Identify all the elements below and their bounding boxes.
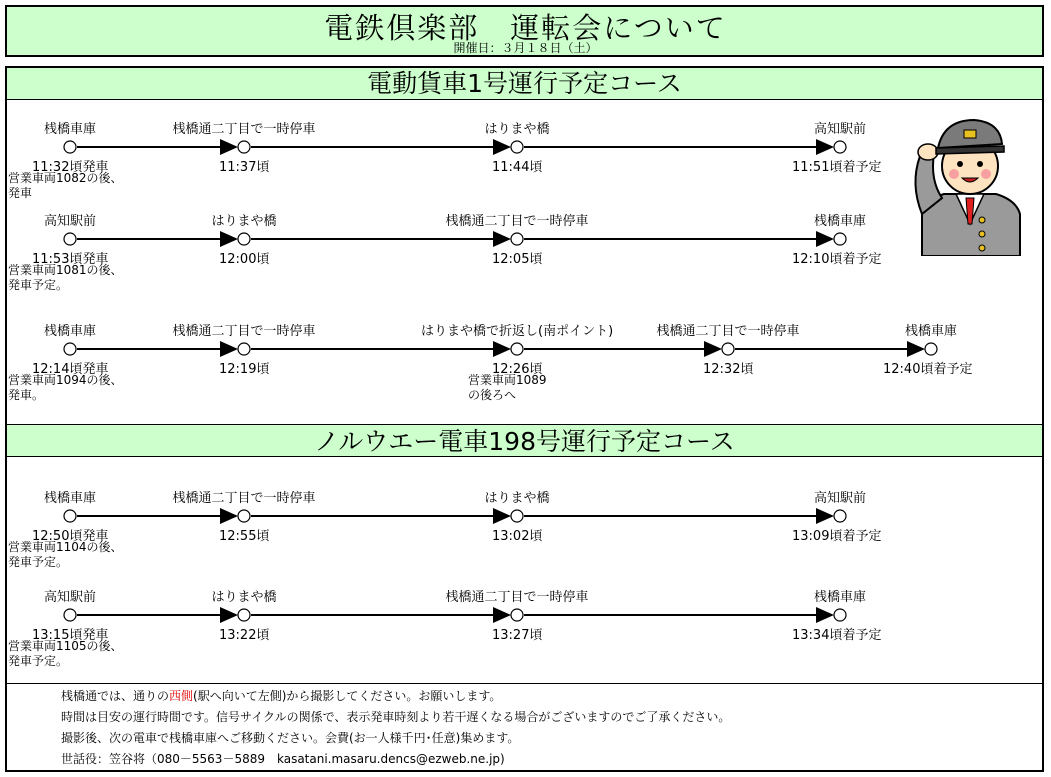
station-time: 12:00頃 xyxy=(219,252,270,267)
station-time: 12:55頃 xyxy=(219,529,270,544)
station-name: 桟橋車庫 xyxy=(905,324,958,339)
footer-line-1-post: (駅へ向いて左側)から撮影してください。お願いします。 xyxy=(193,689,502,703)
station-name: はりまや橋 xyxy=(211,590,277,605)
station-name: 桟橋車庫 xyxy=(814,214,867,229)
station-name: 桟橋車庫 xyxy=(44,122,97,137)
station-time: 13:09頃着予定 xyxy=(792,529,882,544)
station-marker xyxy=(238,343,250,355)
station-name: 桟橋通二丁目で一時停車 xyxy=(172,324,316,339)
station-note: 営業車両1104の後、 xyxy=(8,540,123,554)
station-name: 桟橋通二丁目で一時停車 xyxy=(172,122,316,137)
station-note: の後ろへ xyxy=(468,388,517,402)
station-name: 桟橋通二丁目で一時停車 xyxy=(172,491,316,506)
station-name: 桟橋通二丁目で一時停車 xyxy=(445,590,589,605)
station-marker xyxy=(511,510,523,522)
station-note: 営業車両1082の後、 xyxy=(8,171,123,185)
station-note: 発車予定。 xyxy=(8,555,69,569)
station-time: 11:44頃 xyxy=(492,160,543,175)
footer-line-3: 撮影後、次の電車で桟橋車庫へご移動ください。会費(お一人様千円･任意)集めます。 xyxy=(61,731,520,745)
station-name: 高知駅前 xyxy=(814,491,867,506)
station-note: 発車予定。 xyxy=(8,654,69,668)
station-name: 桟橋車庫 xyxy=(44,491,97,506)
station-note: 営業車両1094の後、 xyxy=(8,373,123,387)
footer-line-4: 世話役：笠谷将（080－5563－5889 kasatani.masaru.dencs@ezweb.ne.jp) xyxy=(61,752,505,766)
station-marker xyxy=(64,510,76,522)
station-marker xyxy=(834,609,846,621)
station-time: 13:15頃発車 xyxy=(32,628,109,643)
footer-line-2: 時間は目安の運行時間です。信号サイクルの関係で、表示発車時刻より若干遅くなる場合がございますのでご了承ください。 xyxy=(61,710,731,724)
station-marker xyxy=(238,233,250,245)
station-time: 12:40頃着予定 xyxy=(883,362,973,377)
station-name: 桟橋車庫 xyxy=(44,324,97,339)
station-name: 高知駅前 xyxy=(44,214,97,229)
footer-notes xyxy=(7,683,1042,771)
station-time: 13:02頃 xyxy=(492,529,543,544)
station-time: 12:10頃着予定 xyxy=(792,252,882,267)
footer-line-1 xyxy=(61,687,501,704)
station-marker xyxy=(64,609,76,621)
station-note: 営業車両1089 xyxy=(468,373,547,387)
station-marker xyxy=(834,233,846,245)
station-note: 発車予定。 xyxy=(8,278,69,292)
station-marker xyxy=(834,141,846,153)
station-marker xyxy=(64,233,76,245)
station-name: はりまや橋 xyxy=(211,214,277,229)
footer-line-1-pre: 桟橋通では、通りの xyxy=(61,689,170,703)
station-time: 11:37頃 xyxy=(219,160,270,175)
station-marker xyxy=(64,343,76,355)
station-marker xyxy=(238,609,250,621)
station-time: 13:34頃着予定 xyxy=(792,628,882,643)
station-name: 高知駅前 xyxy=(814,122,867,137)
station-time: 11:53頃発車 xyxy=(32,252,109,267)
station-name: 高知駅前 xyxy=(44,590,97,605)
station-time: 12:50頃発車 xyxy=(32,529,109,544)
station-time: 12:05頃 xyxy=(492,252,543,267)
conductor-mascot-icon xyxy=(908,114,1032,256)
station-note: 営業車両1081の後、 xyxy=(8,263,123,277)
station-marker xyxy=(64,141,76,153)
station-name: 桟橋通二丁目で一時停車 xyxy=(445,214,589,229)
station-time: 12:19頃 xyxy=(219,362,270,377)
station-time: 11:51頃着予定 xyxy=(792,160,882,175)
station-time: 13:22頃 xyxy=(219,628,270,643)
station-marker xyxy=(238,510,250,522)
station-note: 発車 xyxy=(8,186,33,200)
station-time: 13:27頃 xyxy=(492,628,543,643)
station-marker xyxy=(834,510,846,522)
station-time: 11:32頃発車 xyxy=(32,160,109,175)
footer-highlight: 西側 xyxy=(169,689,194,703)
station-time: 12:26頃 xyxy=(492,362,543,377)
station-name: はりまや橋 xyxy=(484,491,550,506)
station-marker xyxy=(511,609,523,621)
station-name: 桟橋車庫 xyxy=(814,590,867,605)
section-title-1: 電動貨車1号運行予定コース xyxy=(7,68,1042,100)
station-marker xyxy=(511,233,523,245)
station-marker xyxy=(511,141,523,153)
station-marker xyxy=(511,343,523,355)
section-title-2: ノルウエー電車198号運行予定コース xyxy=(7,424,1042,457)
station-time: 12:14頃発車 xyxy=(32,362,109,377)
event-date: 開催日：３月１８日（土） xyxy=(453,41,598,55)
station-marker xyxy=(238,141,250,153)
station-name: はりまや橋で折返し(南ポイント) xyxy=(421,324,614,339)
station-marker xyxy=(722,343,734,355)
station-note: 営業車両1105の後、 xyxy=(8,639,123,653)
page-title: 電鉄倶楽部 運転会について xyxy=(324,11,727,45)
station-name: 桟橋通二丁目で一時停車 xyxy=(656,324,800,339)
station-time: 12:32頃 xyxy=(703,362,754,377)
station-name: はりまや橋 xyxy=(484,122,550,137)
station-marker xyxy=(925,343,937,355)
station-note: 発車。 xyxy=(8,388,45,402)
